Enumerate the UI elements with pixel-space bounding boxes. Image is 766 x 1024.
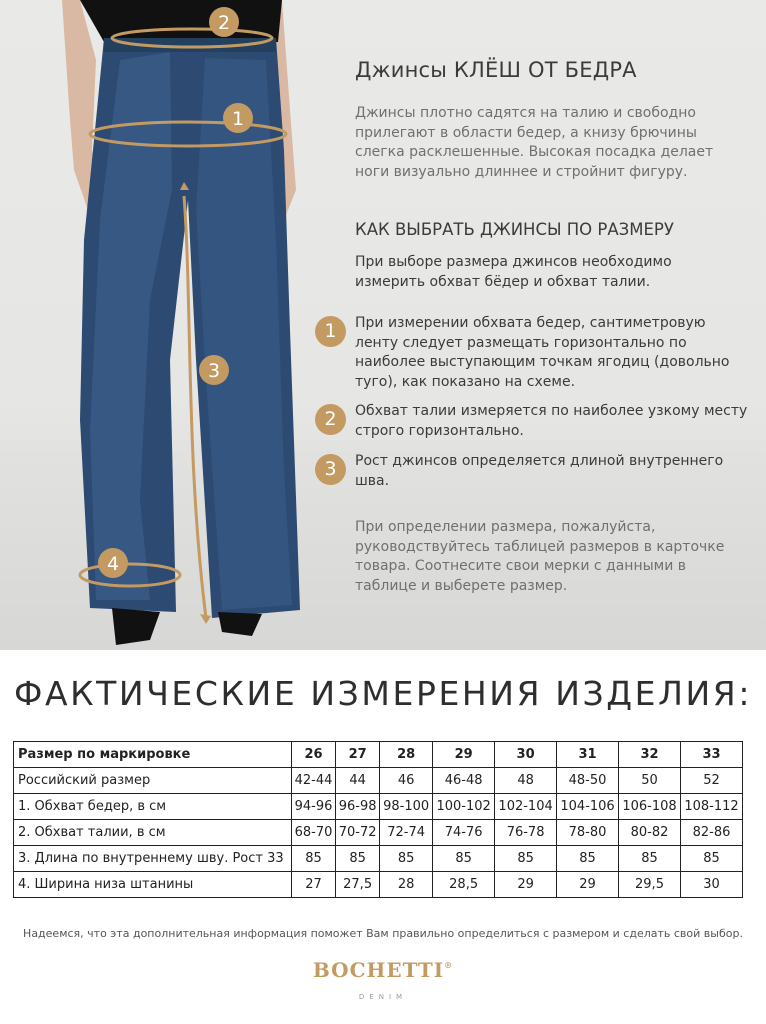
product-intro: Джинсы плотно садятся на талию и свободно прилегают в области бедер, а книзу брючины слегка расклешенные. Высокая посадка делает ноги визуально длиннее и стройнит фигуру. [355,105,714,180]
photo-marker-4 [98,548,128,578]
table-cell: 44 [336,768,380,794]
footer-note: Надеемся, что эта дополнительная информация поможет Вам правильно определиться с размером и сделать свой выбор. [23,927,743,940]
table-cell: 85 [557,846,619,872]
table-cell: 104-106 [557,794,619,820]
step-number-badge: 1 [315,316,346,347]
photo-marker-3 [199,355,229,385]
registered-mark: ® [444,960,454,970]
brand-logo [0,958,766,982]
table-row [14,872,743,898]
table-row [14,820,743,846]
table-cell: 94-96 [292,794,336,820]
step-text: Обхват талии измеряется по наиболее узкому месту строго горизонтально. [355,403,748,439]
jeans-model-photo [0,0,330,650]
table-cell: 29 [433,742,495,768]
table-cell: 46-48 [433,768,495,794]
table-cell: 48-50 [557,768,619,794]
table-row [14,794,743,820]
svg-text:3: 3 [207,360,221,382]
size-advice: При определении размера, пожалуйста, руководствуйтесь таблицей размеров в карточке товара. Соотнесите свои мерки с данными в таблице и выберете размер. [355,519,725,594]
table-cell: 50 [619,768,681,794]
table-cell: 28 [380,872,433,898]
product-title: Джинсы КЛЁШ ОТ БЕДРА [355,58,637,82]
svg-text:1: 1 [231,108,245,130]
step-number-badge: 2 [315,404,346,435]
brand-subtitle: DENIM [358,993,408,1001]
table-cell: 85 [495,846,557,872]
table-cell: 42-44 [292,768,336,794]
table-cell: 85 [433,846,495,872]
step-text: При измерении обхвата бедер, сантиметровую ленту следует размещать горизонтально по наиболее выступающим точкам ягодиц (довольно туго), как показано на схеме. [355,315,730,390]
table-cell: 46 [380,768,433,794]
table-cell: 74-76 [433,820,495,846]
table-cell: 30 [680,872,742,898]
table-cell: 85 [380,846,433,872]
step-number-badge: 3 [315,454,346,485]
table-cell: 3. Длина по внутреннему шву. Рост 33 [14,846,292,872]
table-cell: 48 [495,768,557,794]
brand-name: BOCHETTI [312,958,445,982]
table-cell: 68-70 [292,820,336,846]
table-cell: 78-80 [557,820,619,846]
table-cell: 85 [336,846,380,872]
howto-title: КАК ВЫБРАТЬ ДЖИНСЫ ПО РАЗМЕРУ [355,220,674,239]
table-cell: 72-74 [380,820,433,846]
photo-marker-1 [223,103,253,133]
table-cell: 76-78 [495,820,557,846]
svg-text:4: 4 [106,553,120,575]
table-cell: 2. Обхват талии, в см [14,820,292,846]
table-cell: 33 [680,742,742,768]
table-cell: Размер по маркировке [14,742,292,768]
table-cell: 29,5 [619,872,681,898]
table-cell: 100-102 [433,794,495,820]
table-row [14,768,743,794]
howto-text: При выборе размера джинсов необходимо измерить обхват бёдер и обхват талии. [355,254,672,290]
table-cell: 4. Ширина низа штанины [14,872,292,898]
photo-marker-2 [209,7,239,37]
table-cell: 98-100 [380,794,433,820]
table-cell: 27,5 [336,872,380,898]
table-cell: Российский размер [14,768,292,794]
table-cell: 96-98 [336,794,380,820]
table-cell: 85 [619,846,681,872]
table-cell: 30 [495,742,557,768]
table-cell: 29 [557,872,619,898]
table-cell: 85 [292,846,336,872]
table-cell: 32 [619,742,681,768]
table-header-row [14,742,743,768]
table-cell: 85 [680,846,742,872]
table-cell: 70-72 [336,820,380,846]
table-cell: 80-82 [619,820,681,846]
svg-text:2: 2 [217,12,231,34]
table-cell: 82-86 [680,820,742,846]
table-cell: 26 [292,742,336,768]
step-text: Рост джинсов определяется длиной внутреннего шва. [355,453,724,489]
table-cell: 108-112 [680,794,742,820]
table-cell: 27 [292,872,336,898]
table-cell: 106-108 [619,794,681,820]
table-cell: 29 [495,872,557,898]
table-cell: 28 [380,742,433,768]
table-cell: 31 [557,742,619,768]
table-cell: 27 [336,742,380,768]
size-table [13,741,743,898]
table-cell: 52 [680,768,742,794]
table-row [14,846,743,872]
table-cell: 1. Обхват бедер, в см [14,794,292,820]
measurements-title: ФАКТИЧЕСКИЕ ИЗМЕРЕНИЯ ИЗДЕЛИЯ: [13,674,753,713]
table-cell: 28,5 [433,872,495,898]
table-cell: 102-104 [495,794,557,820]
